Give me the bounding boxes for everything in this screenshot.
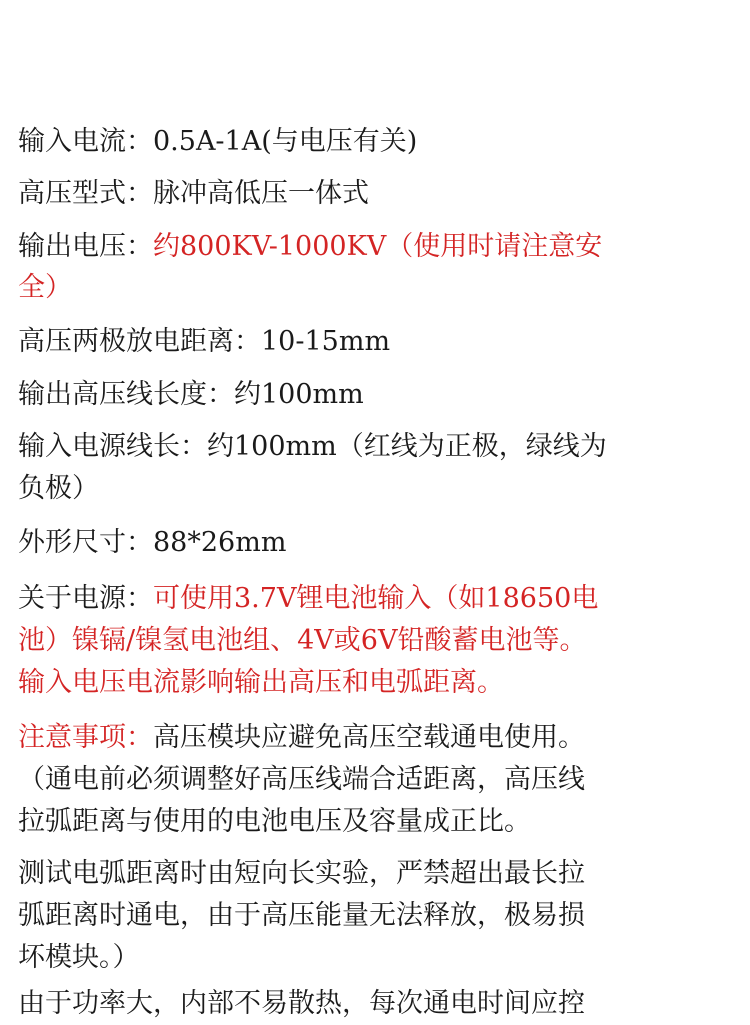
output-voltage-value: 约800KV-1000KV（使用时请注意安 bbox=[153, 231, 603, 262]
notes-label: 注意事项： bbox=[18, 722, 153, 753]
power-source-line bbox=[18, 577, 738, 620]
test-line: 测试电弧距离时由短向长实验，严禁超出最长拉 bbox=[18, 858, 585, 889]
test-line-3: 坏模块。） bbox=[18, 942, 140, 973]
notes-line-2: （通电前必须调整好高压线端合适距离，高压线 bbox=[18, 764, 585, 795]
input-current-line: 输入电流：0.5A-1A(与电压有关) bbox=[18, 126, 418, 157]
power-source-label: 关于电源： bbox=[18, 583, 153, 614]
output-voltage-line-2: 全） bbox=[18, 272, 72, 303]
test-line-2: 弧距离时通电，由于高压能量无法释放，极易损 bbox=[18, 900, 585, 931]
output-voltage-line bbox=[18, 225, 738, 268]
output-voltage-label: 输出电压： bbox=[18, 231, 153, 262]
notes-line-3: 拉弧距离与使用的电池电压及容量成正比。 bbox=[18, 806, 531, 837]
power-wire-line-2: 负极） bbox=[18, 473, 99, 504]
power-wire-line: 输入电源线长：约100mm（红线为正极，绿线为 bbox=[18, 431, 607, 462]
hv-type-line: 高压型式：脉冲高低压一体式 bbox=[18, 178, 369, 209]
discharge-distance-line: 高压两极放电距离：10-15mm bbox=[18, 326, 391, 357]
power-source-value: 可使用3.7V锂电池输入（如18650电 bbox=[153, 583, 599, 614]
power-source-line-2: 池）镍镉/镍氢电池组、4V或6V铅酸蓄电池等。 bbox=[18, 625, 587, 656]
notes-value: 高压模块应避免高压空载通电使用。 bbox=[153, 722, 585, 753]
notes-line bbox=[18, 716, 738, 759]
hv-wire-length-line: 输出高压线长度：约100mm bbox=[18, 379, 364, 410]
power-source-line-3: 输入电压电流影响输出高压和电弧距离。 bbox=[18, 667, 504, 698]
bottom-partial-line: 由于功率大，内部不易散热，每次通电时间应控 bbox=[18, 988, 585, 1019]
dimensions-line: 外形尺寸：88*26mm bbox=[18, 527, 287, 558]
